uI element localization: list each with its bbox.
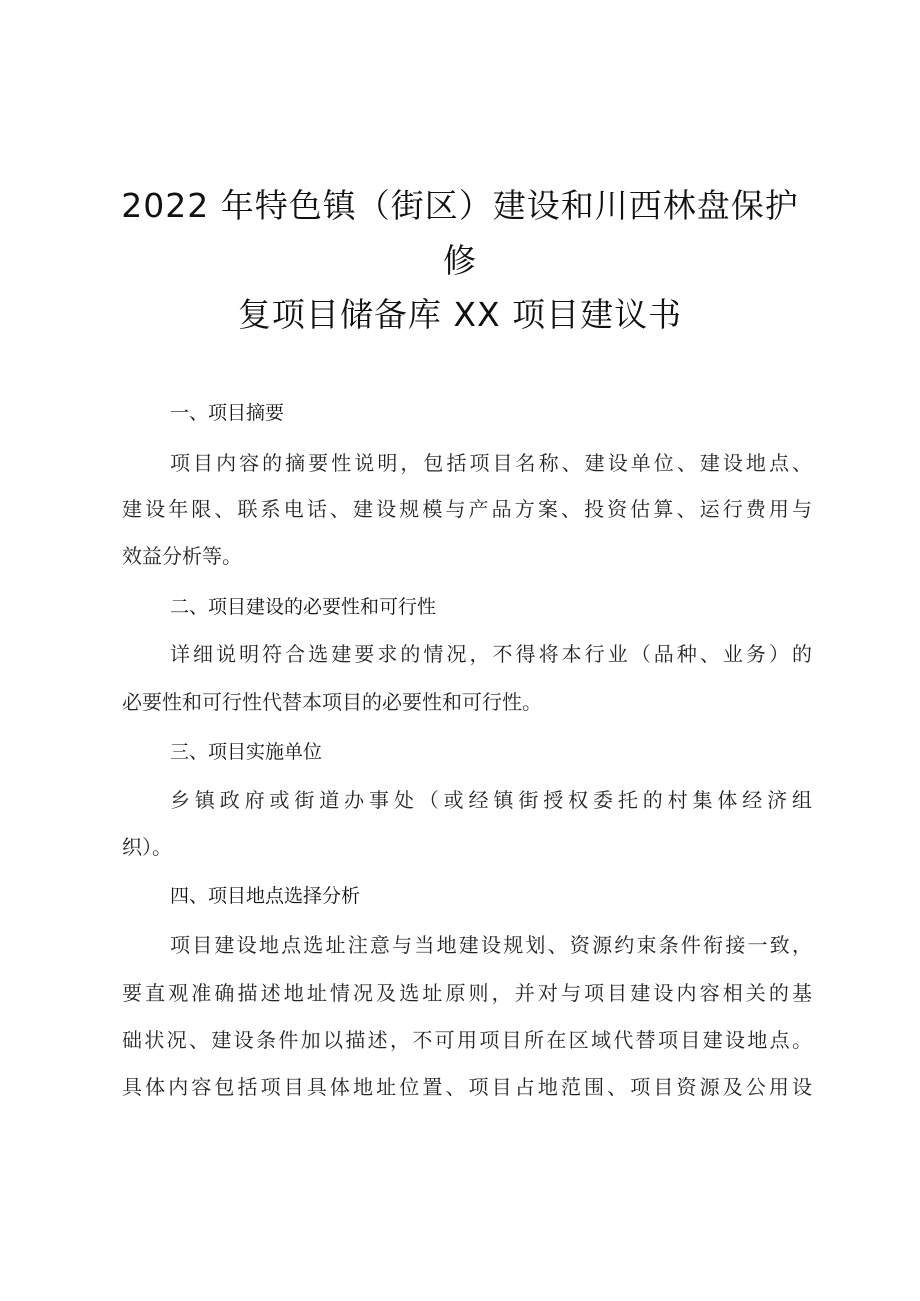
section-2-line-1: 详细说明符合选建要求的情况，不得将本行业（品种、业务）的 bbox=[170, 642, 812, 666]
section-3-line-1: 乡镇政府或街道办事处（或经镇街授权委托的村集体经济组 bbox=[170, 788, 812, 812]
section-heading-3: 三、项目实施单位 bbox=[170, 741, 323, 763]
section-1-line-2: 建设年限、联系电话、建设规模与产品方案、投资估算、运行费用与 bbox=[122, 497, 812, 521]
document-title-line-3: 复项目储备库 XX 项目建议书 bbox=[237, 295, 683, 334]
section-1-line-1: 项目内容的摘要性说明，包括项目名称、建设单位、建设地点、 bbox=[170, 451, 812, 475]
section-4-line-2: 要直观准确描述地址情况及选址原则，并对与项目建设内容相关的基 bbox=[122, 981, 812, 1005]
section-2-line-2: 必要性和可行性代替本项目的必要性和可行性。 bbox=[122, 690, 542, 714]
section-heading-4: 四、项目地点选择分析 bbox=[170, 885, 361, 907]
document-title-line-2: 修 bbox=[443, 241, 477, 280]
document-title-line-1: 2022 年特色镇（街区）建设和川西林盘保护 bbox=[121, 186, 799, 225]
section-4-line-4: 具体内容包括项目具体地址位置、项目占地范围、项目资源及公用设 bbox=[122, 1075, 812, 1099]
section-3-line-2: 织）。 bbox=[122, 835, 172, 859]
section-heading-1: 一、项目摘要 bbox=[170, 402, 285, 424]
section-4-line-1: 项目建设地点选址注意与当地建设规划、资源约束条件衔接一致， bbox=[170, 933, 812, 957]
section-1-line-3: 效益分析等。 bbox=[122, 544, 242, 568]
section-4-line-3: 础状况、建设条件加以描述，不可用项目所在区域代替项目建设地点。 bbox=[122, 1028, 812, 1052]
section-heading-2: 二、项目建设的必要性和可行性 bbox=[170, 596, 437, 618]
